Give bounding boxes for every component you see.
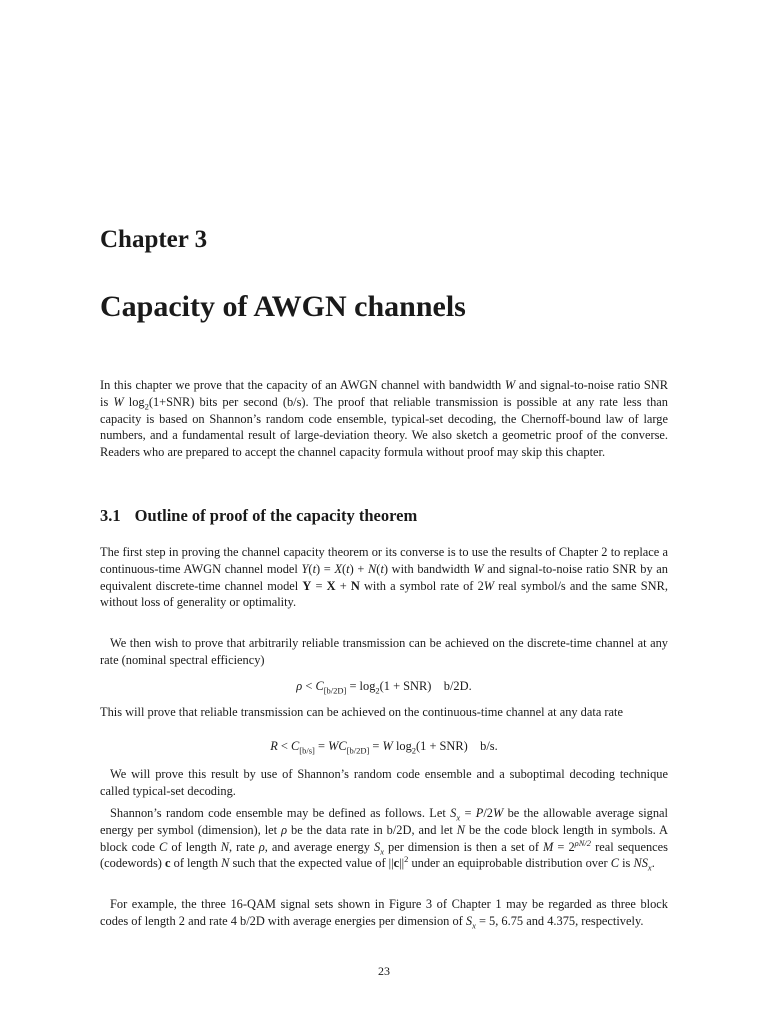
- section-number: 3.1: [100, 506, 121, 525]
- section-heading: [100, 506, 417, 526]
- chapter-title: Capacity of AWGN channels: [100, 290, 466, 323]
- paragraph-random-code-ensemble: Shannon’s random code ensemble may be defined as follows. Let $S_x = P/2W$ be the allowable average signal energy per symbol (dimension), let ρ be the data rate in b/2D, and let N be the code block length in symbols. A block code C of length N, rate ρ, and average energy $S_x$ per dimension is then a set of $M = 2^{\rho N/2}$ real sequences (codewords) c of length N such that the expected value of $||c||^2$ under an equiprobable distribution over C is $NS_x$.: [100, 806, 668, 873]
- chapter-label: Chapter 3: [100, 226, 208, 253]
- paragraph-continuous-time: This will prove that reliable transmission can be achieved on the continuous-time channel at any data rate: [100, 705, 623, 719]
- paragraph-16qam-example: For example, the three 16-QAM signal sets shown in Figure 3 of Chapter 1 may be regarded as three block codes of length 2 and rate 4 b/2D with average energies per dimension of $S_x = 5$, 6.75 and 4.375, respectively.: [100, 897, 668, 931]
- paragraph-first-step: The first step in proving the channel capacity theorem or its converse is to use the results of Chapter 2 to replace a continuous-time AWGN channel model Y(t) = X(t) + N(t) with bandwidth W and signal-to-noise ratio SNR by an equivalent discrete-time channel model Y = X + N with a symbol rate of 2W real symbol/s and the same SNR, without loss of generality or optimality.: [100, 545, 669, 610]
- intro-paragraph: In this chapter we prove that the capacity of an AWGN channel with bandwidth W and signal-to-noise ratio SNR is W $\log_2(1+SNR)$ bits per second (b/s). The proof that reliable transmission is possible at any rate less than capacity is based on Shannon’s random code ensemble, typical-set decoding, the Chernoff-bound law of large numbers, and a fundamental result of large-deviation theory. We also sketch a geometric proof of the converse. Readers who are prepared to accept the channel capacity formula without proof may skip this chapter.: [100, 378, 668, 460]
- page-number: 23: [378, 964, 390, 978]
- section-title: Outline of proof of the capacity theorem: [134, 506, 418, 525]
- paragraph-discrete-time: We then wish to prove that arbitrarily reliable transmission can be achieved on the discrete-time channel at any rate (nominal spectral efficiency): [100, 636, 668, 667]
- equation-discrete-capacity: $\rho < C_{[b/2D]} = \log_2(1 + SNR)$ b/2D.: [296, 679, 472, 696]
- paragraph-typical-set: We will prove this result by use of Shannon’s random code ensemble and a suboptimal decoding technique called typical-set decoding.: [100, 767, 668, 798]
- equation-continuous-capacity: $R < C_{[b/s]} = WC_{[b/2D]} = W$ $\log_2(1 + SNR)$ b/s.: [270, 739, 498, 756]
